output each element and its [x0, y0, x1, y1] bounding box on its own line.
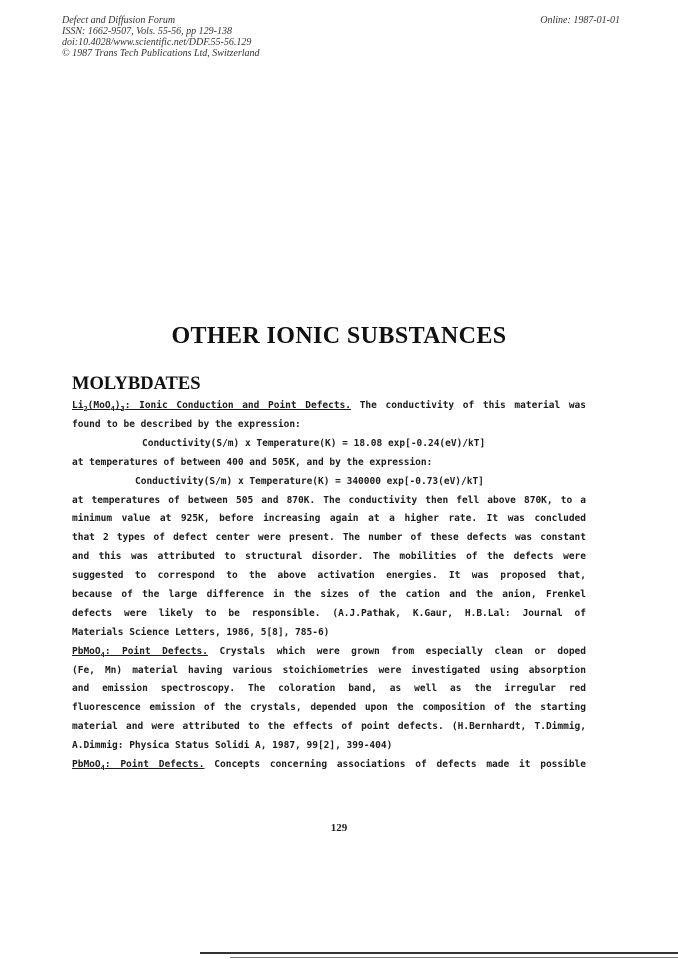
journal-name: Defect and Diffusion Forum	[62, 15, 176, 26]
doi-line: doi:10.4028/www.scientific.net/DDF.55-56.129	[62, 37, 252, 48]
entry1-heading: $Li_2(MoO_4)_3$: Ionic Conduction and Point Defects.	[72, 400, 352, 413]
section-title: OTHER IONIC SUBSTANCES	[171, 323, 507, 349]
entry2-first-line: PbMoO$_4$: Point Defects. Crystals which were grown from especially clean or doped	[72, 645, 586, 659]
article-body	[72, 397, 586, 775]
bottom-rule-secondary	[230, 957, 678, 958]
text-line: defects were likely to be responsible. (A.J.Pathak, K.Gaur, H.B.Lal: Journal of	[72, 607, 586, 619]
entry3-first-line: PbMoO$_4$: Point Defects. Concepts concerning associations of defects made it possible	[72, 759, 586, 773]
text-line: found to be described by the expression:	[72, 418, 301, 430]
text-line: Materials Science Letters, 1986, 5[8], 785-6)	[72, 626, 330, 638]
copyright-line: © 1987 Trans Tech Publications Ltd, Switzerland	[62, 48, 260, 59]
equation-1: Conductivity(S/m) x Temperature(K) = 18.08 exp[-0.24(eV)/kT]	[142, 437, 486, 449]
text-line: material and were attributed to the effects of point defects. (H.Bernhardt, T.Dimmig,	[72, 721, 586, 733]
subsection-heading: MOLYBDATES	[72, 374, 201, 394]
text-line: at temperatures of between 505 and 870K. The conductivity then fell above 870K, to a	[72, 494, 586, 506]
entry1-first-line: $Li_2(MoO_4)_3$: Ionic Conduction and Point Defects. The conductivity of this material was	[72, 400, 586, 413]
text-line: because of the large difference in the sizes of the cation and the anion, Frenkel	[72, 588, 586, 600]
bottom-rule	[200, 952, 678, 954]
text-line: suggested to correspond to the above activation energies. It was proposed that,	[72, 570, 586, 582]
text-line: and emission spectroscopy. The coloration band, as well as the irregular red	[72, 683, 586, 695]
text-line: that 2 types of defect center were present. The number of these defects was constant	[72, 532, 586, 544]
text-line: at temperatures of between 400 and 505K, and by the expression:	[72, 456, 433, 468]
entry2-heading: PbMoO$_4$: Point Defects.	[72, 645, 208, 659]
text-line: (Fe, Mn) material having various stoichiometries were investigated using absorption	[72, 664, 586, 676]
entry3-heading: PbMoO$_4$: Point Defects.	[72, 759, 205, 773]
text-line: fluorescence emission of the crystals, depended upon the composition of the starting	[72, 702, 586, 714]
page-number: 129	[330, 822, 348, 834]
text-line: A.Dimmig: Physica Status Solidi A, 1987, 99[2], 399-404)	[72, 740, 393, 752]
equation-2: Conductivity(S/m) x Temperature(K) = 340000 exp[-0.73(eV)/kT]	[135, 475, 484, 487]
issn-line: ISSN: 1662-9507, Vols. 55-56, pp 129-138	[62, 26, 232, 37]
online-date: Online: 1987-01-01	[540, 15, 620, 26]
text-line: minimum value at 925K, before increasing again at a higher rate. It was concluded	[72, 513, 586, 525]
text-line: and this was attributed to structural disorder. The mobilities of the defects were	[72, 551, 586, 563]
journal-header	[62, 15, 260, 59]
